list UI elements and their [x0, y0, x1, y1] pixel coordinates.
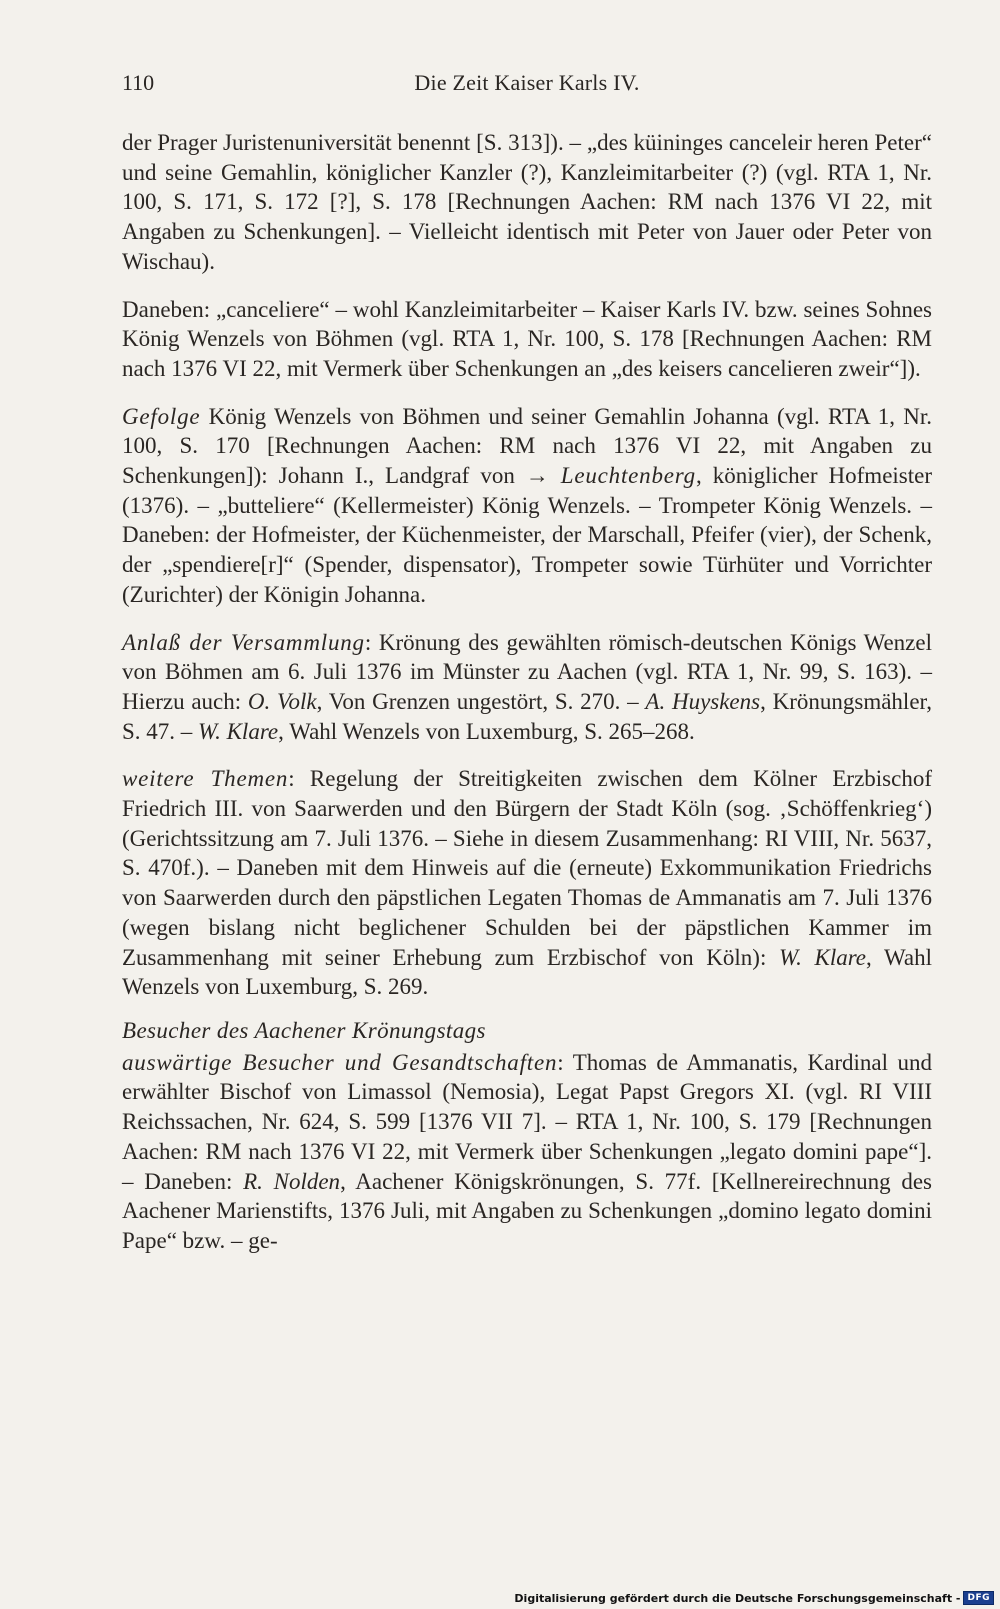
section-label-besucher: auswärtige Besucher und Gesandtschaften [122, 1049, 558, 1075]
section-label-themen: weitere Themen [122, 766, 289, 792]
credit-text: Digitalisierung gefördert durch die Deutsche Forschungsgemeinschaft - [514, 1591, 961, 1605]
author-klare: W. Klare [198, 718, 279, 744]
gefolge-text-a: König Wenzels von Böhmen und seiner Gemahlin Johanna (vgl. RTA 1, Nr. 100, S. 170 [Rechnungen Aachen: RM nach 1376 VI 22, mit Angaben zu Schenkungen]): Johann I., Landgraf von [122, 403, 932, 489]
paragraph-besucher [122, 1048, 932, 1256]
paragraph-kanzler: der Prager Juristenuniversität benennt [S. 313]). – „des küininges canceleir heren Peter“ und seine Gemahlin, königlicher Kanzler (?), Kanzleimitarbeiter (?) (vgl. RTA 1, Nr. 100, S. 171, S. 172 [?], S. 178 [Rechnungen Aachen: RM nach 1376 VI 22, mit Angaben zu Schenkungen]. – Vielleicht identisch mit Peter von Jauer oder Peter von Wischau). [122, 130, 932, 274]
author-nolden: R. Nolden [243, 1168, 341, 1194]
section-label-gefolge: Gefolge [122, 403, 201, 429]
section-label-anlass: Anlaß der Versammlung [122, 629, 365, 655]
paragraph-canceliere: Daneben: „canceliere“ – wohl Kanzleimitarbeiter – Kaiser Karls IV. bzw. seines Sohnes König Wenzels von Böhmen (vgl. RTA 1, Nr. 100, S. 178 [Rechnungen Aachen: RM nach 1376 VI 22, mit Vermerk über Schenkungen an „des keisers cancelieren zweir“]). [122, 296, 932, 381]
themen-text-a: : Regelung der Streitigkeiten zwischen dem Kölner Erzbischof Friedrich III. von Saarwerden und den Bürgern der Stadt Köln (sog. ‚Schöffenkrieg‘) (Gerichtssitzung am 7. Juli 1376. – Siehe in diesem Zusammenhang: RI VIII, Nr. 5637, S. 470f.). – Daneben mit dem Hinweis auf die (erneute) Exkommunikation Friedrichs von Saarwerden durch den päpstlichen Legaten Thomas de Ammanatis am 7. Juli 1376 (wegen bislang nicht beglichener Schulden bei der päpstlichen Kammer im Zusammenhang mit seiner Erhebung zum Erzbischof von Köln): [122, 766, 932, 970]
anlass-text-c: , Krönungsmähler, S. 47. – [122, 688, 933, 744]
author-huyskens: A. Huyskens [645, 688, 761, 714]
dfg-logo: DFG [963, 1591, 994, 1605]
paragraph-themen [122, 764, 932, 1002]
author-volk: O. Volk [247, 688, 317, 714]
paragraph-anlass [122, 628, 932, 747]
anlass-text-d: , Wahl Wenzels von Luxemburg, S. 265–268. [278, 718, 695, 744]
running-head: Die Zeit Kaiser Karls IV. [414, 70, 640, 95]
author-klare-2: W. Klare [779, 944, 867, 970]
gefolge-text-b: , königlicher Hofmeister (1376). – „butteliere“ (Kellermeister) König Wenzels. – Trompeter König Wenzels. – Daneben: der Hofmeister, der Küchenmeister, der Marschall, Pfeifer (vier), der Schenk, der „spendiere[r]“ (Spender, dispensator), Trompeter sowie Türhüter und Vorrichter (Zurichter) der Königin Johanna. [122, 463, 933, 607]
besucher-text-b: , Aachener Königskrönungen, S. 77f. [Kellnereirechnung des Aachener Marienstifts, 1376 Juli, mit Angaben zu Schenkungen „domino legato domini Pape“ bzw. – ge- [122, 1168, 932, 1253]
cross-reference-link[interactable]: Leuchtenberg [548, 463, 696, 489]
digitization-credit [514, 1591, 994, 1605]
cross-reference-arrow-icon: → [525, 463, 549, 489]
section-heading-besucher: Besucher des Aachener Krönungstags [122, 1017, 486, 1043]
paragraph-gefolge [122, 402, 932, 610]
besucher-text-a: : Thomas de Ammanatis, Kardinal und erwählter Bischof von Limassol (Nemosia), Legat Papst Gregors XI. (vgl. RI VIII Reichssachen, Nr. 624, S. 599 [1376 VII 7]. – RTA 1, Nr. 100, S. 179 [Rechnungen Aachen: RM nach 1376 VI 22, mit Vermerk über Schenkungen „legato domini pape“]. – Daneben: [122, 1049, 932, 1194]
page-header [122, 70, 932, 102]
page-body [122, 128, 932, 1256]
anlass-text-b: , Von Grenzen ungestört, S. 270. – [316, 688, 646, 714]
anlass-text-a: : Krönung des gewählten römisch-deutschen Königs Wenzel von Böhmen am 6. Juli 1376 im Münster zu Aachen (vgl. RTA 1, Nr. 99, S. 163). – Hierzu auch: [122, 629, 932, 714]
themen-text-b: , Wahl Wenzels von Luxemburg, S. 269. [122, 944, 932, 1000]
page-number: 110 [122, 70, 155, 95]
